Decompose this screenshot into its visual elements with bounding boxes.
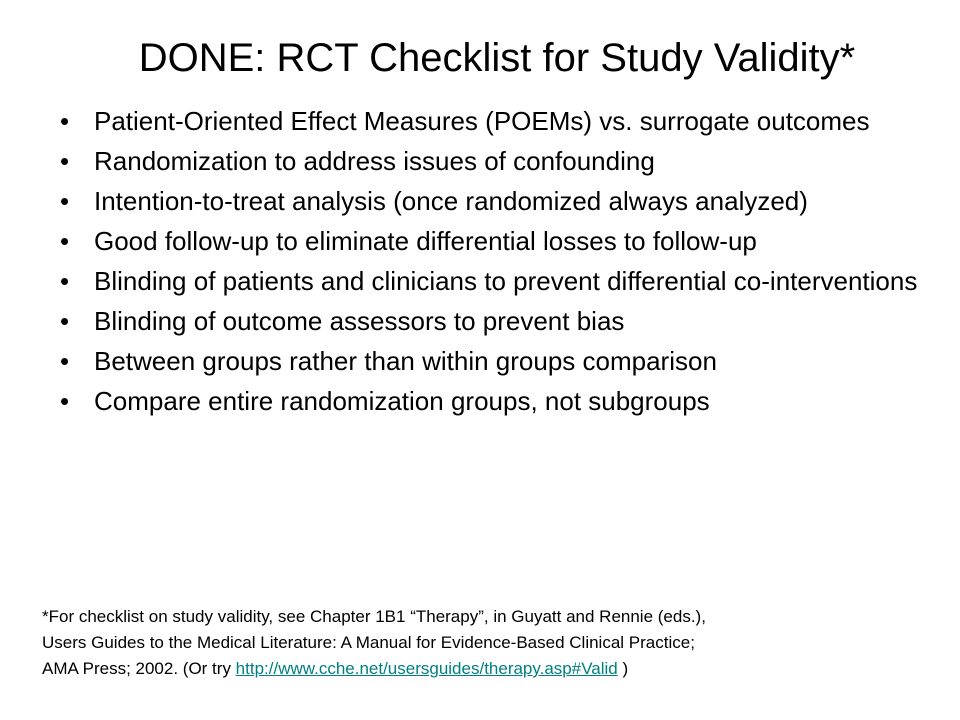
bullet-list bbox=[60, 108, 920, 428]
footnote-line-2: Users Guides to the Medical Literature: A Manual for Evidence-Based Clinical Practice; bbox=[42, 633, 695, 652]
bullet-item bbox=[60, 228, 920, 255]
bullet-item bbox=[60, 108, 920, 135]
bullet-dot-icon: • bbox=[60, 186, 70, 216]
bullet-text: Blinding of patients and clinicians to prevent differential co-interventions bbox=[94, 266, 918, 296]
bullet-text: Good follow-up to eliminate differential losses to follow-up bbox=[94, 226, 757, 256]
bullet-item bbox=[60, 308, 920, 335]
bullet-text: Intention-to-treat analysis (once randomized always analyzed) bbox=[94, 186, 808, 216]
bullet-text: Blinding of outcome assessors to prevent bias bbox=[94, 306, 625, 336]
bullet-item bbox=[60, 188, 920, 215]
bullet-text: Patient-Oriented Effect Measures (POEMs) vs. surrogate outcomes bbox=[94, 106, 870, 136]
bullet-dot-icon: • bbox=[60, 306, 70, 336]
bullet-dot-icon: • bbox=[60, 266, 70, 296]
bullet-item bbox=[60, 388, 920, 415]
footnote-line-1: *For checklist on study validity, see Chapter 1B1 “Therapy”, in Guyatt and Rennie (eds.), bbox=[42, 607, 706, 626]
bullet-dot-icon: • bbox=[60, 346, 70, 376]
bullet-dot-icon: • bbox=[60, 146, 70, 176]
footnote-line-3-prefix: AMA Press; 2002. (Or try bbox=[42, 659, 236, 678]
therapy-guide-link[interactable]: http://www.cche.net/usersguides/therapy.asp#Valid bbox=[235, 659, 618, 678]
bullet-text: Compare entire randomization groups, not subgroups bbox=[94, 386, 710, 416]
bullet-dot-icon: • bbox=[60, 226, 70, 256]
footnote-line-3 bbox=[42, 656, 942, 682]
footnote-line-3-suffix: ) bbox=[617, 659, 629, 678]
slide-title: DONE: RCT Checklist for Study Validity* bbox=[138, 36, 856, 80]
bullet-text: Randomization to address issues of confounding bbox=[94, 146, 655, 176]
bullet-item bbox=[60, 148, 920, 175]
bullet-item bbox=[60, 348, 920, 375]
bullet-text: Between groups rather than within groups comparison bbox=[94, 346, 717, 376]
bullet-item bbox=[60, 268, 920, 295]
footnote bbox=[42, 604, 942, 682]
bullet-dot-icon: • bbox=[60, 106, 70, 136]
bullet-dot-icon: • bbox=[60, 386, 70, 416]
